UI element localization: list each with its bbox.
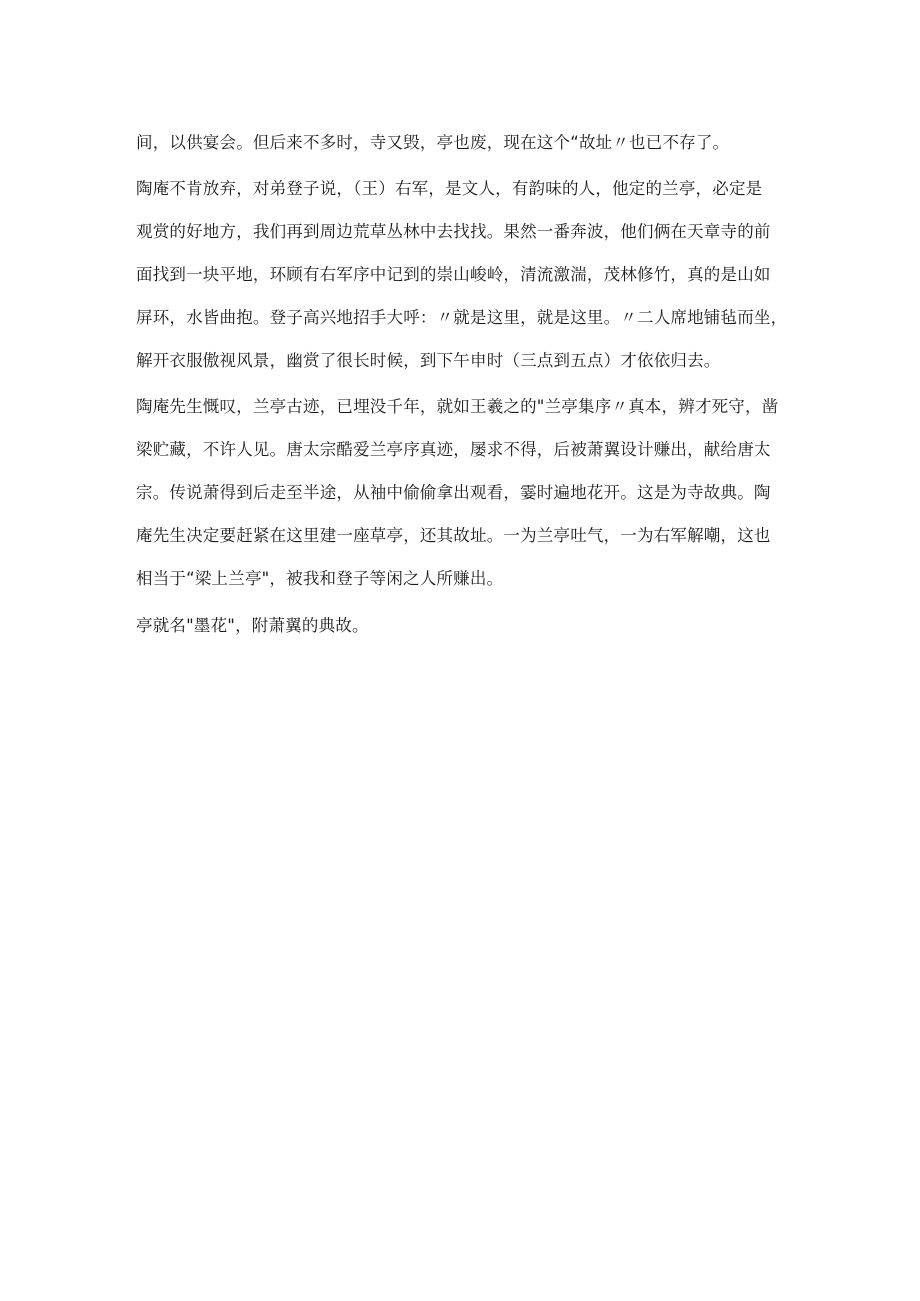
paragraph-2-line-4: 屏环，水皆曲抱。登子高兴地招手大呼：〃就是这里，就是这里。〃二人席地铺毡而坐， (136, 308, 788, 327)
paragraph-2-line-3: 面找到一块平地，环顾有右军序中记到的崇山峻岭，清流激湍，茂林修竹，真的是山如 (136, 265, 771, 284)
paragraph-3-line-5: 相当于“梁上兰亭"，被我和登子等闲之人所赚出。 (136, 569, 504, 588)
paragraph-3-line-4: 庵先生决定要赶紧在这里建一座草亭，还其故址。一为兰亭吐气，一为右军解嘲，这也 (136, 526, 771, 545)
paragraph-3-line-2: 梁贮藏，不许人见。唐太宗酷爱兰亭序真迹，屡求不得，后被萧翼设计赚出，献给唐太 (136, 440, 771, 459)
paragraph-2-line-5: 解开衣服傲视风景，幽赏了很长时候，到下午申时（三点到五点）才依依归去。 (136, 351, 721, 370)
paragraph-1-line-1: 间，以供宴会。但后来不多时，寺又毁，亭也废，现在这个“故址〃也已不存了。 (136, 133, 730, 152)
paragraph-2-line-1: 陶庵不肯放弃，对弟登子说，（王）右军，是文人，有韵味的人，他定的兰亭，必定是 (136, 179, 763, 198)
paragraph-4-line-1: 亭就名"墨花"，附萧翼的典故。 (136, 616, 369, 635)
paragraph-2-line-2: 观赏的好地方，我们再到周边荒草丛林中去找找。果然一番奔波，他们俩在天章寺的前 (136, 222, 771, 241)
document-body (136, 132, 796, 637)
paragraph-3-line-3: 宗。传说萧得到后走至半途，从袖中偷偷拿出观看，霎时遍地花开。这是为寺故典。陶 (136, 483, 771, 502)
paragraph-3-line-1: 陶庵先生慨叹，兰亭古迹，已埋没千年，就如王羲之的"兰亭集序〃真本，辨才死守，凿 (136, 397, 779, 416)
